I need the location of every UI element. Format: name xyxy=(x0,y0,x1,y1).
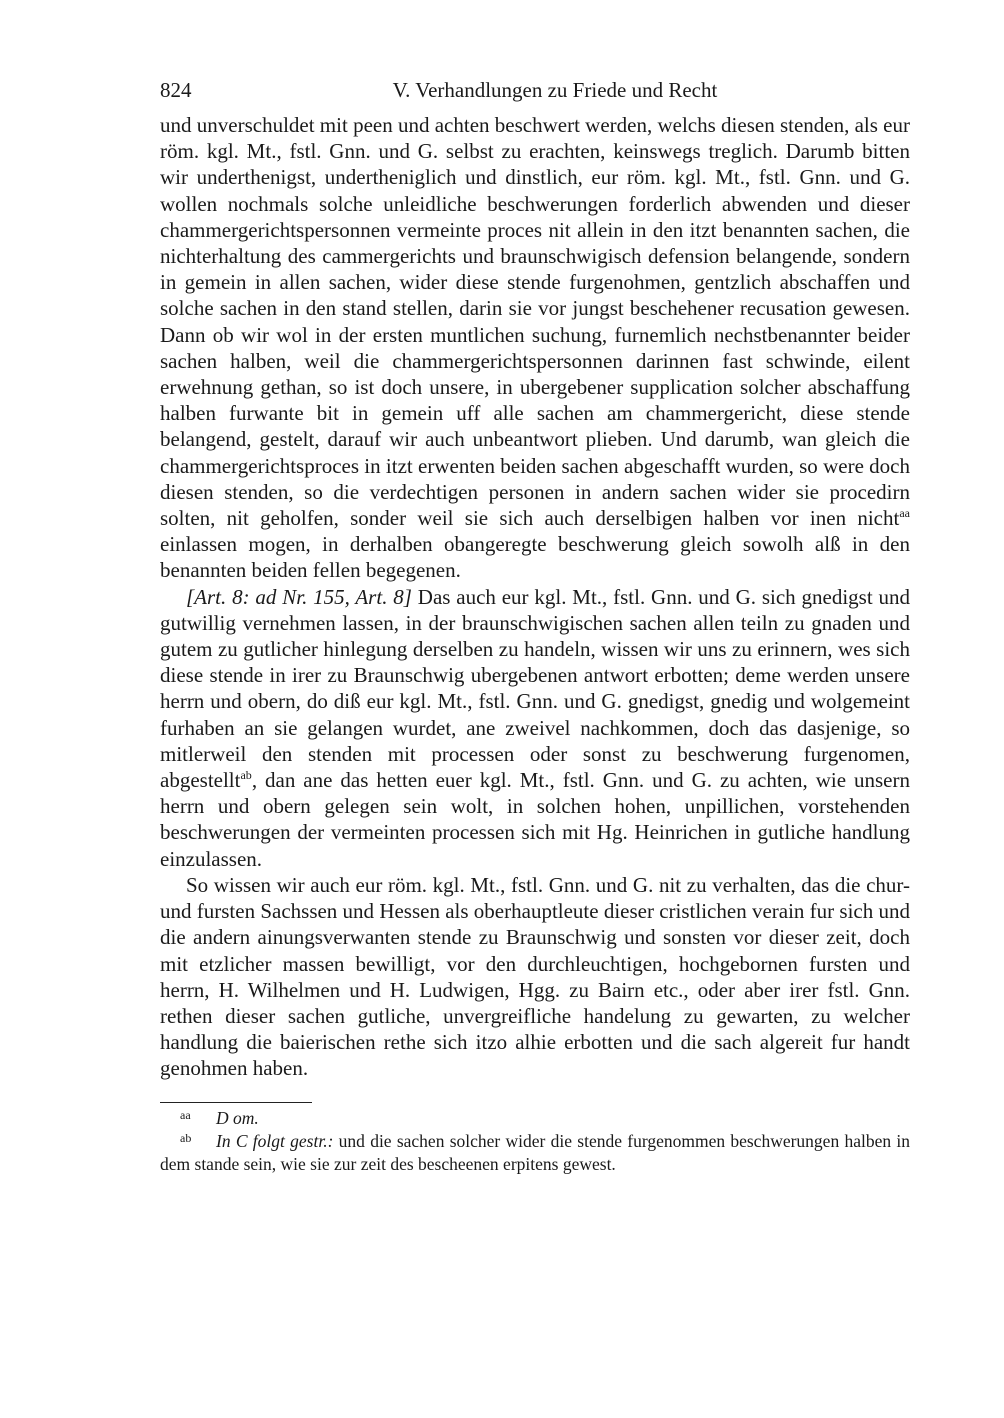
paragraph-1-text-a: und unverschuldet mit peen und achten beschwert werden, welchs diesen stenden, als eur röm. kgl. Mt., fstl. Gnn. und G. selbst zu erachten, keinswegs treglich. Darumb bitten wir underthenigst, undertheniglich und dinstlich, eur röm. kgl. Mt., fstl. Gnn. und G. wollen nochmals solche unleidliche beschwerungen forderlich abwenden und dieser chammergerichtspersonnen vermeinte proces nit allein in den itzt benannten sachen, die nichterhaltung des cammergerichts und braunschwigisch defension belangende, sondern in gemein in allen sachen, wider diese stende furgenohmen, gentzlich abschaffen und solche sachen in den stand stellen, darin sie vor jungst beschehener recusation gewesen. Dann ob wir wol in der ersten muntlichen suchung, furnemlich nechstbenannter beider sachen halben, weil die chammergerichtspersonnen darinnen fast schwinde, eilent erwehnung gethan, so ist doch unsere, in ubergebener supplication solcher abschaffung halben furwante bit in gemein uff alle sachen am chammergericht, diese stende belangend, gestelt, darauf wir auch unbeantwort plieben. Und darumb, wan gleich die chammergerichtsproces in itzt erwenten beiden sachen abgeschafft wurden, so were doch diesen stenden, so die verdechtigen personen in andern sachen wider sie procedirn solten, nit geholfen, sonder weil sie sich auch derselbigen halben vor inen nicht xyxy=(160,113,910,531)
paragraph-3: So wissen wir auch eur röm. kgl. Mt., fstl. Gnn. und G. nit zu verhalten, das die chur- und fursten Sachssen und Hessen als oberhauptleute dieser cristlichen verain fur sich und die andern ainungsverwanten stende zu Braunschwig und sonsten vor dieser zeit, doch mit etzlicher massen bewilligt, vor den durchleuchtigen, hochgebornen fursten und herrn, H. Wilhelmen und H. Ludwigen, Hgg. zu Bairn etc., oder aber irer fstl. Gnn. rethen dieser sachen gutliche, unvergreifliche handelung zu gewarten, zu welcher handlung die baierischen rethe sich itzo alhie erbotten und die sach algereit fur handt genohmen haben. xyxy=(160,872,910,1081)
document-page xyxy=(160,78,910,1176)
footnote-ab: ab In C folgt gestr.: und die sachen solcher wider die stende furgenommen beschwerungen halben in dem stande sein, wie sie zur zeit des bescheenen erpitens gewest. xyxy=(160,1130,910,1174)
footnote-text: und die sachen solcher wider die stende furgenommen beschwerungen halben in dem stande sein, wie sie zur zeit des bescheenen erpitens gewest. xyxy=(160,1130,910,1174)
footnote-separator xyxy=(160,1102,312,1103)
footnote-ref-aa: aa xyxy=(899,506,910,521)
page-number: 824 xyxy=(160,78,192,102)
footnote-italic-text: In C folgt gestr.: xyxy=(216,1130,334,1151)
paragraph-1-text-b: einlassen mogen, in derhalben obangeregte beschwerung gleich sowolh alß in den benannten beiden fellen begegenen. xyxy=(160,532,910,583)
footnote-aa: aa D om. xyxy=(180,1107,259,1128)
footnotes xyxy=(160,1107,910,1176)
running-header xyxy=(160,78,910,108)
paragraph-1 xyxy=(160,112,910,584)
footnote-italic-text: D om. xyxy=(216,1107,259,1128)
paragraph-2-text-a: Das auch eur kgl. Mt., fstl. Gnn. und G. sich gnedigst und gutwillig vernehmen lassen, in der braunschwigischen sachen allen teiln zu gnaden und gutem zu gutlicher hinlegung derselben zu handeln, wissen wir uns zu erinnern, wes sich diese stende in irer zu Braunschwig ubergebenen antwort erbotten; deme werden unsere herrn und obern, do diß eur kgl. Mt., fstl. Gnn. und G. gnedigst, gnedig und wolgemeint furhaben an sie gelangen wurdet, ane zweivel nachkommen, doch das dasjenige, so mitlerweil den stenden mit processen oder sonst zu beschwerung furgenomen, abgestellt xyxy=(160,584,910,793)
paragraph-2-text-b: , dan ane das hetten euer kgl. Mt., fstl. Gnn. und G. zu achten, wie unsern herrn und obern gelegen sein wolt, in solchen hohen, unpillichen, vorstehenden beschwerungen der vermeinten processen sich mit Hg. Heinrichen in gutliche handlung einzulassen. xyxy=(160,768,910,871)
footnote-ref-ab: ab xyxy=(240,768,252,783)
article-reference: [Art. 8: ad Nr. 155, Art. 8] xyxy=(186,584,412,609)
main-text xyxy=(160,112,910,1082)
paragraph-2 xyxy=(160,584,910,872)
running-title: V. Verhandlungen zu Friede und Recht xyxy=(392,78,718,102)
